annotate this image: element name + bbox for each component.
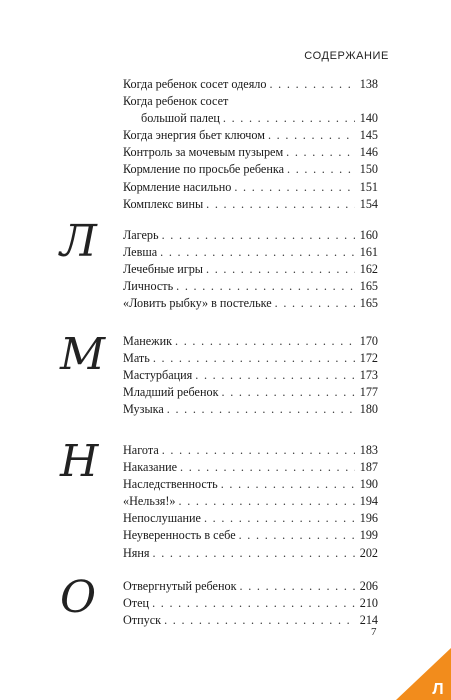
entry-page: 145 [359,128,378,143]
entry-page: 170 [359,334,378,348]
entry-page: 199 [359,528,378,543]
entry-title: Кормление по просьбе ребенка [123,162,284,177]
toc-section-o [123,578,378,629]
entry-title: Отпуск [123,613,162,628]
entry-title: Младший ребенок [123,385,219,400]
dot-leader [153,545,355,562]
entry-page: 138 [359,77,378,91]
entry-page: 172 [359,351,378,366]
entry-page: 151 [359,179,378,194]
toc-entry[interactable] [123,179,378,196]
toc-entry[interactable] [123,442,378,459]
dot-leader [239,527,355,544]
section-initial-l: Л [60,216,97,267]
dot-leader [221,476,355,493]
section-initial-n: Н [60,436,99,487]
toc-entry[interactable] [123,144,378,161]
entry-title: Лечебные игры [123,262,203,277]
entry-title: Манежик [123,334,173,348]
toc-entry[interactable] [123,493,378,510]
dot-leader [176,278,355,295]
dot-leader [180,459,355,476]
entry-page: 183 [359,443,378,457]
dot-leader [204,510,355,527]
toc-section-l [123,227,378,312]
entry-page: 150 [359,162,378,177]
entry-title: Няня [123,545,150,560]
section-initial-m: М [60,329,106,380]
dot-leader [222,384,356,401]
entry-page: 187 [359,460,378,475]
entry-title: Комплекс вины [123,196,204,211]
entry-title: Отвергнутый ребенок [123,579,237,593]
entry-title: «Ловить рыбку» в постельке [123,296,272,311]
toc-entry[interactable] [123,93,378,127]
dot-leader [223,110,355,127]
toc-entry[interactable] [123,367,378,384]
toc-entry[interactable] [123,384,378,401]
entry-title: Неуверенность в себе [123,528,236,543]
toc-section-n [123,442,378,562]
dot-leader [179,493,355,510]
entry-title: «Нельзя!» [123,494,176,509]
toc-section-m [123,333,378,418]
dot-leader [206,261,355,278]
toc-entry[interactable] [123,161,378,178]
entry-title: Лагерь [123,228,159,242]
toc-entry[interactable] [123,295,378,312]
running-head: СОДЕРЖАНИЕ [304,50,389,62]
entry-title: Мать [123,351,150,366]
dot-leader [167,401,355,418]
toc-entry[interactable] [123,127,378,144]
toc-entry[interactable] [123,595,378,612]
dot-leader [286,144,355,161]
entry-page: 190 [359,477,378,492]
entry-page: 146 [359,145,378,160]
toc-entry[interactable] [123,476,378,493]
dot-leader [268,127,355,144]
toc-entry[interactable] [123,261,378,278]
dot-leader [240,578,355,595]
entry-title: Мастурбация [123,368,193,383]
entry-title-continuation: большой палец [141,111,220,126]
page-number: 7 [371,626,377,638]
entry-page: 161 [359,245,378,260]
toc-entry[interactable] [123,350,378,367]
entry-page: 173 [359,368,378,383]
dot-leader [275,295,355,312]
section-initial-o: О [60,572,97,623]
entry-page: 140 [359,111,378,126]
entry-title: Когда ребенок сосет [123,94,229,109]
entry-page: 165 [359,279,378,294]
toc-entry[interactable] [123,612,378,629]
toc-entry[interactable] [123,278,378,295]
toc-entry[interactable] [123,227,378,244]
dot-leader [162,227,355,244]
toc-entry[interactable] [123,459,378,476]
dot-leader [175,333,355,350]
entry-title: Непослушание [123,511,201,526]
entry-title: Нагота [123,443,159,457]
entry-title: Когда ребенок сосет одеяло [123,77,267,91]
dot-leader [152,595,355,612]
entry-page: 206 [359,579,378,593]
dot-leader [269,76,355,93]
entry-page: 180 [359,402,378,417]
toc-entry[interactable] [123,527,378,544]
dot-leader [287,161,355,178]
publisher-logo-icon [396,648,451,700]
entry-title: Контроль за мочевым пузырем [123,145,284,160]
entry-title: Наказание [123,460,178,475]
logo-letter: Л [432,681,444,698]
entry-title: Левша [123,245,158,260]
dot-leader [206,196,355,213]
entry-title: Музыка [123,402,164,417]
toc-entry[interactable] [123,401,378,418]
entry-page: 214 [359,613,378,628]
dot-leader [162,442,355,459]
dot-leader [195,367,355,384]
toc-entry[interactable] [123,510,378,527]
entry-page: 177 [359,385,378,400]
entry-page: 210 [359,596,378,611]
entry-page: 160 [359,228,378,242]
dot-leader [153,350,355,367]
entry-page: 165 [359,296,378,311]
entry-title: Личность [123,279,174,294]
entry-page: 162 [359,262,378,277]
toc-entry[interactable] [123,196,378,213]
entry-title: Наследственность [123,477,218,492]
entry-page: 202 [359,545,378,560]
toc-entry[interactable] [123,545,378,562]
entry-page: 194 [359,494,378,509]
dot-leader [164,612,355,629]
entry-page: 154 [359,196,378,211]
toc-entry[interactable] [123,333,378,350]
toc-entry[interactable] [123,76,378,93]
toc-entry[interactable] [123,244,378,261]
dot-leader [234,179,355,196]
toc-entry[interactable] [123,578,378,595]
entry-title: Отец [123,596,150,611]
toc-section-k [123,76,378,213]
entry-page: 196 [359,511,378,526]
entry-title: Кормление насильно [123,179,232,194]
entry-title: Когда энергия бьет ключом [123,128,265,143]
dot-leader [160,244,355,261]
